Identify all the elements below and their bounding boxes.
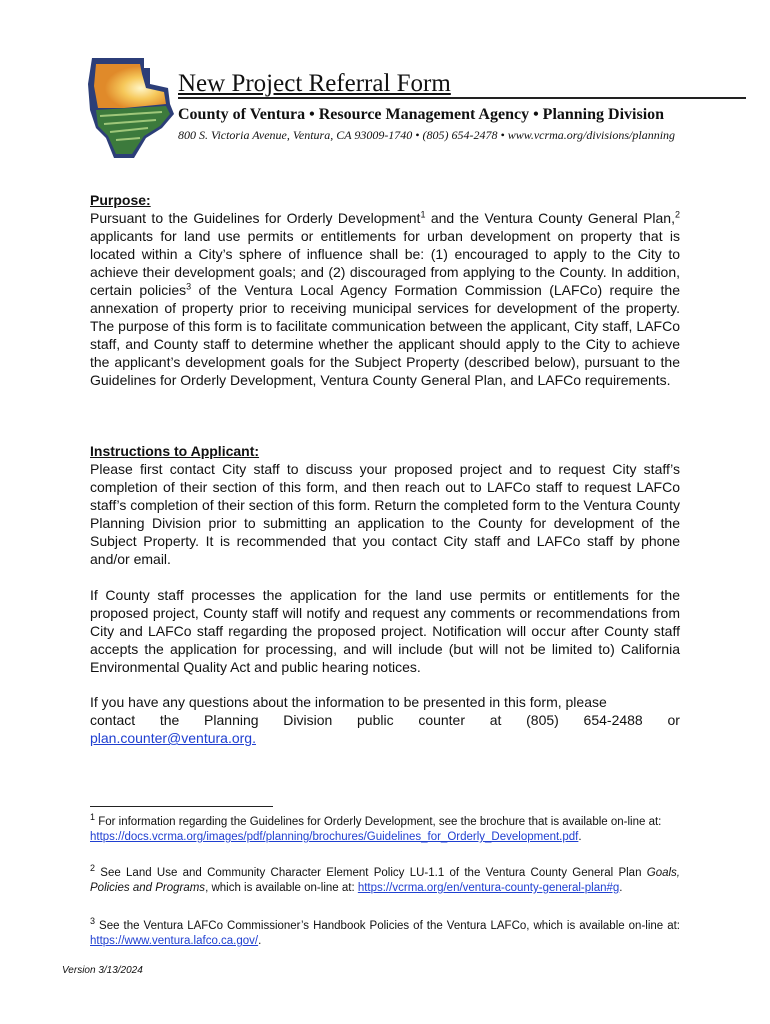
purpose-text-1: Pursuant to the Guidelines for Orderly Development — [90, 210, 421, 226]
page-title: New Project Referral Form — [178, 70, 746, 99]
footnote-3 — [90, 916, 680, 949]
footnote-divider — [90, 806, 273, 807]
guidelines-brochure-link[interactable]: https://docs.vcrma.org/images/pdf/planning/brochures/Guidelines_for_Orderly_Development.pdf — [90, 831, 579, 843]
footnote-ref-3: 3 — [186, 281, 192, 292]
contact-word: public — [357, 712, 394, 728]
contact-word: contact — [90, 712, 136, 728]
contact-word: Planning — [204, 712, 259, 728]
contact-line-2 — [90, 711, 680, 729]
planning-email-link[interactable]: plan.counter@ventura.org. — [90, 730, 256, 746]
contact-word: counter — [418, 712, 466, 728]
footnote-ref-2: 2 — [675, 209, 681, 220]
general-plan-link[interactable]: https://vcrma.org/en/ventura-county-general-plan#g — [357, 882, 620, 894]
purpose-heading: Purpose: — [90, 192, 151, 208]
contact-word: or — [667, 712, 680, 728]
contact-word: (805) — [526, 712, 559, 728]
contact-word: the — [159, 712, 180, 728]
footnote-3-text: See the Ventura LAFCo Commissioner’s Handbook Policies of the Ventura LAFCo, which is available on-line at: — [95, 920, 680, 932]
footnote-2-italic-title: Goals, Policies and Programs — [90, 867, 680, 894]
agency-subtitle: County of Ventura • Resource Management Agency • Planning Division — [178, 106, 665, 123]
instructions-section — [90, 442, 680, 568]
footnote-ref-1: 1 — [420, 209, 426, 220]
contact-word: 654-2488 — [583, 712, 643, 728]
purpose-text-3: applicants for land use permits or entitlements for urban development on property that is located within a City’s sphere of influence shall be: (1) encouraged to apply to the City to achieve their development goals; and (2) discouraged from applying to the County. In addition, certain policies — [90, 228, 680, 298]
footnote-1-number: 1 — [90, 812, 96, 823]
ventura-county-logo — [84, 54, 176, 162]
contact-word: Division — [283, 712, 333, 728]
footnote-1-text: For information regarding the Guidelines for Orderly Development, see the brochure that is available on-line at: — [95, 816, 662, 828]
instructions-paragraph-1: Please first contact City staff to discuss your proposed project and to request City staff’s completion of their section of this form, and then reach out to LAFCo staff to request LAFCo staff’s completion of their section of this form. Return the completed form to the Ventura County Planning Division prior to submitting an application to the County for development of the Subject Property. It is recommended that you contact City staff and LAFCo staff by phone and/or email. — [90, 461, 680, 567]
footnote-1-period: . — [578, 831, 582, 843]
contact-word: at — [489, 712, 502, 728]
purpose-text-4: of the Ventura Local Agency Formation Commission (LAFCo) require the annexation of property prior to receiving municipal services for development of the property. The purpose of this form is to facilitate communication between the applicant, City staff, LAFCo staff, and County staff to determine whether the applicant should apply to the City to achieve the applicant’s development goals for the Subject Property (described below), pursuant to the Guidelines for Orderly Development, Ventura County General Plan, and LAFCo requirements. — [90, 282, 680, 388]
instructions-paragraph-2: If County staff processes the application for the land use permits or entitlements for the proposed project, County staff will notify and request any comments or recommendations from City and LAFCo staff regarding the proposed project. Notification will occur after County staff accepts the application for processing, and will include (but will not be limited to) California Environmental Quality Act and public hearing notices. — [90, 587, 680, 675]
footnote-2-number: 2 — [90, 863, 96, 874]
purpose-text-2: and the Ventura County General Plan, — [425, 210, 675, 226]
lafco-website-link[interactable]: https://www.ventura.lafco.ca.gov/ — [90, 935, 259, 947]
footnote-3-number: 3 — [90, 916, 96, 927]
footnote-3-period: . — [258, 935, 262, 947]
version-label: Version 3/13/2024 — [62, 965, 143, 976]
contact-paragraph — [90, 693, 680, 747]
footnote-2-period: . — [619, 882, 623, 894]
purpose-section — [90, 191, 680, 389]
contact-line-1: If you have any questions about the information to be presented in this form, please — [90, 694, 607, 710]
footnote-1 — [90, 812, 680, 845]
footnote-2 — [90, 863, 680, 896]
agency-address: 800 S. Victoria Avenue, Ventura, CA 93009-1740 • (805) 654-2478 • www.vcrma.org/divisions/planning — [178, 128, 676, 142]
footnote-2-text-b: , which is available on-line at: — [205, 882, 358, 894]
footnote-2-text: See Land Use and Community Character Element Policy LU-1.1 of the Ventura County General Plan — [95, 867, 647, 879]
instructions-heading: Instructions to Applicant: — [90, 443, 260, 459]
